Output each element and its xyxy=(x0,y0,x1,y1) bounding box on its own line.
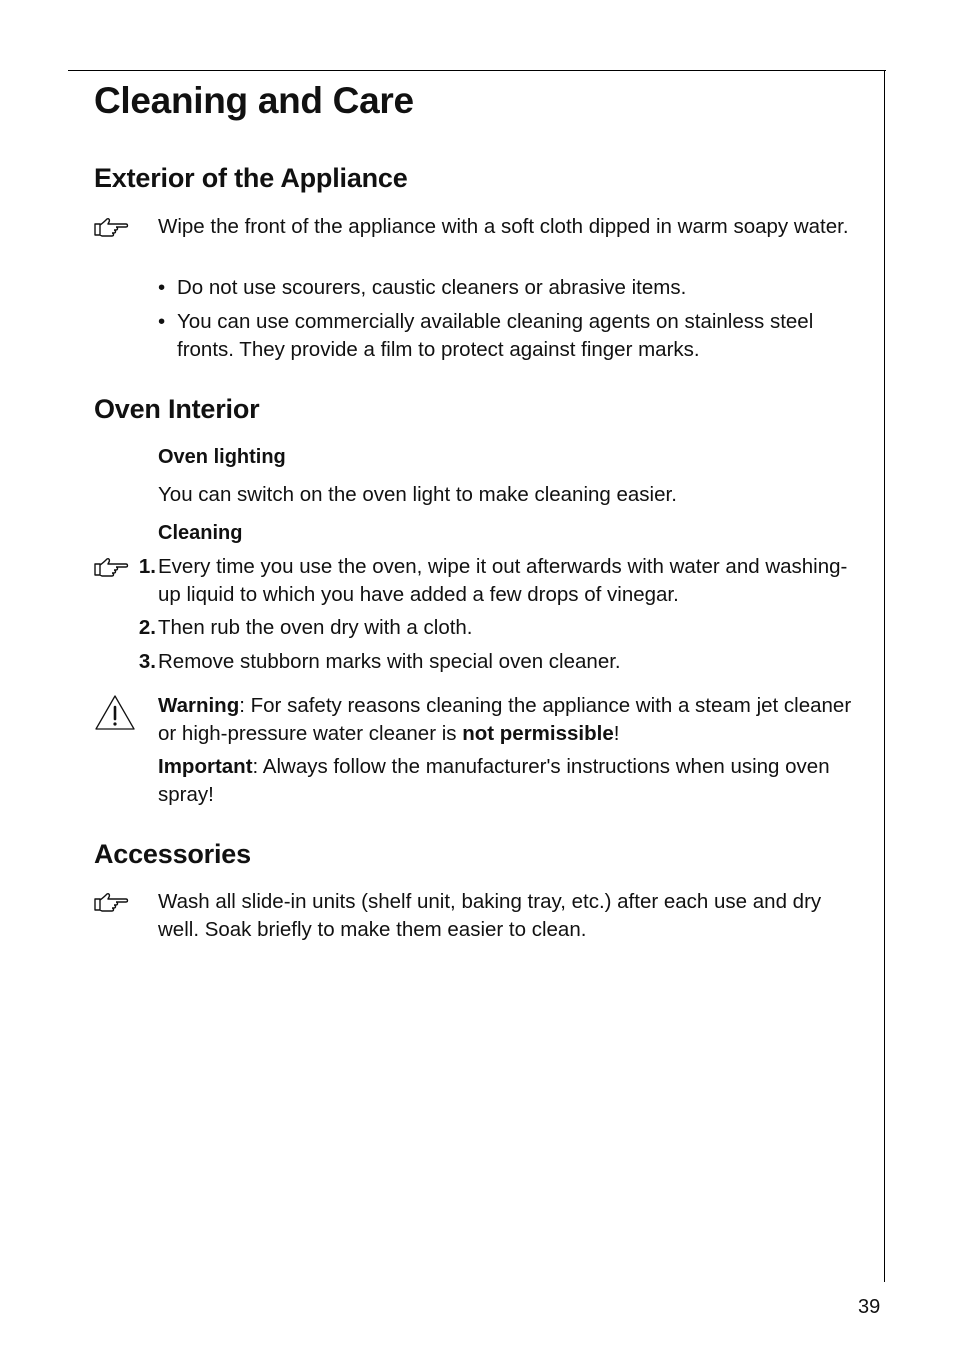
bullet-dot: • xyxy=(158,276,166,299)
accessories-tip-text: Wash all slide-in units (shelf unit, baking tray, etc.) after each use and dry well. Soak briefly to make them easier to clean. xyxy=(158,890,822,941)
warning-triangle-icon xyxy=(94,694,136,732)
important-label: Important xyxy=(158,755,253,778)
list-item xyxy=(158,274,858,302)
cleaning-step-2 xyxy=(138,614,858,642)
step-number: 1. xyxy=(138,555,156,578)
warning-body: : For safety reasons cleaning the appliance with a steam jet cleaner or high-pressure water cleaner is xyxy=(158,694,852,745)
step-number: 2. xyxy=(138,616,156,639)
pointing-hand-icon xyxy=(94,891,130,913)
warning-label: Warning xyxy=(158,694,240,717)
cleaning-step-1 xyxy=(138,553,858,608)
page-title: Cleaning and Care xyxy=(94,80,414,121)
subheading-oven-lighting: Oven lighting xyxy=(158,446,286,468)
cleaning-step-3 xyxy=(138,648,858,676)
section-heading-exterior: Exterior of the Appliance xyxy=(94,163,408,193)
page-number: 39 xyxy=(858,1296,881,1318)
oven-lighting-text: You can switch on the oven light to make cleaning easier. xyxy=(158,483,677,506)
step-number: 3. xyxy=(138,650,156,673)
top-rule xyxy=(68,70,886,71)
bullet-text: You can use commercially available cleaning agents on stainless steel fronts. They provide a film to protect against finger marks. xyxy=(177,310,814,361)
step-text: Every time you use the oven, wipe it out afterwards with water and washing-up liquid to which you have added a few drops of vinegar. xyxy=(158,555,848,606)
important-body: : Always follow the manufacturer's instructions when using oven spray! xyxy=(158,755,830,806)
step-text: Then rub the oven dry with a cloth. xyxy=(158,616,473,639)
warning-emphasis: not permissible xyxy=(462,721,614,745)
exterior-tip-text: Wipe the front of the appliance with a soft cloth dipped in warm soapy water. xyxy=(158,215,849,238)
bullet-text: Do not use scourers, caustic cleaners or abrasive items. xyxy=(177,276,687,299)
right-rule xyxy=(884,70,885,1282)
warning-text xyxy=(158,692,858,747)
bullet-dot: • xyxy=(158,310,166,333)
list-item xyxy=(158,308,858,363)
section-heading-accessories: Accessories xyxy=(94,839,251,869)
section-heading-oven-interior: Oven Interior xyxy=(94,394,260,424)
warning-end: ! xyxy=(613,721,620,745)
important-text xyxy=(158,753,858,808)
subheading-cleaning: Cleaning xyxy=(158,522,243,544)
step-text: Remove stubborn marks with special oven cleaner. xyxy=(158,650,621,673)
pointing-hand-icon xyxy=(94,216,130,238)
pointing-hand-icon xyxy=(94,556,130,578)
